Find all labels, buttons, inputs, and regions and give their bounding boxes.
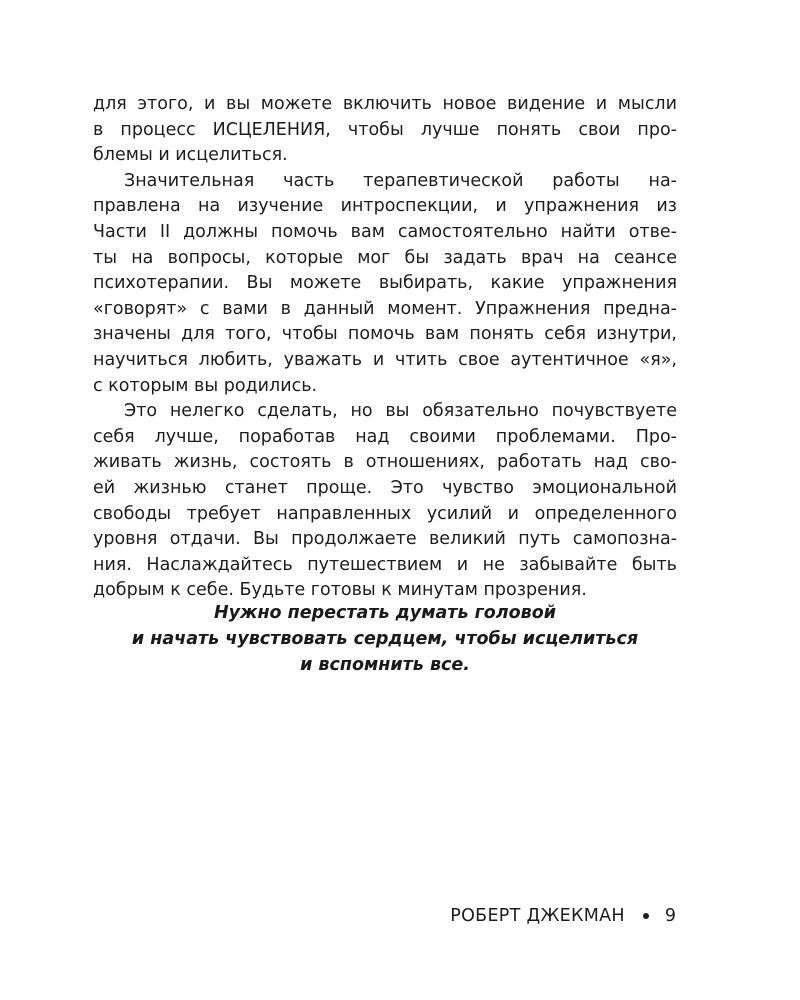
- text-line: с которым вы родились.: [93, 375, 318, 396]
- text-line: в процесс ИСЦЕЛЕНИЯ, чтобы лучше понять свои про-: [93, 119, 677, 140]
- text-line: добрым к себе. Будьте готовы к минутам прозрения.: [93, 580, 587, 601]
- page-footer: [450, 906, 676, 926]
- text-line: значены для того, чтобы помочь вам понять себя изнутри,: [93, 324, 677, 345]
- epigraph-line: и начать чувствовать сердцем, чтобы исцелиться: [131, 629, 639, 649]
- running-footer-author: РОБЕРТ ДЖЕКМАН: [450, 906, 625, 926]
- text-line: научиться любить, уважать и чтить свое аутентичное «я»,: [93, 349, 677, 370]
- text-line: Части II должны помочь вам самостоятельно найти отве-: [93, 221, 677, 242]
- paragraph-1: [93, 92, 677, 169]
- text-line: правлена на изучение интроспекции, и упражнения из: [93, 196, 677, 217]
- text-line: психотерапии. Вы можете выбирать, какие упражнения: [93, 273, 677, 294]
- text-line: себя лучше, поработав над своими проблемами. Про-: [93, 426, 677, 447]
- epigraph-line: и вспомнить все.: [300, 655, 470, 675]
- text-line: Это нелегко сделать, но вы обязательно почувствуете: [124, 401, 677, 422]
- text-line: для этого, и вы можете включить новое видение и мысли: [93, 94, 677, 114]
- text-line: ей жизнью станет проще. Это чувство эмоциональной: [93, 477, 677, 498]
- text-line: «говорят» с вами в данный момент. Упражнения предна-: [93, 298, 677, 319]
- text-line: живать жизнь, состоять в отношениях, работать над сво-: [93, 452, 677, 473]
- text-line: блемы и исцелиться.: [93, 145, 288, 166]
- text-line: уровня отдачи. Вы продолжаете великий путь самопозна-: [93, 529, 677, 550]
- text-line: Значительная часть терапевтической работы на-: [124, 170, 677, 191]
- text-line: ты на вопросы, которые мог бы задать врач на сеансе: [93, 247, 677, 268]
- page-number: 9: [664, 906, 676, 926]
- epigraph-quote: [93, 600, 677, 678]
- epigraph-line: Нужно перестать думать головой: [214, 603, 556, 623]
- bullet-separator-icon: [643, 913, 649, 919]
- text-line: свободы требует направленных усилий и определенного: [93, 503, 677, 524]
- paragraph-3: [93, 399, 677, 604]
- text-line: ния. Наслаждайтесь путешествием и не забывайте быть: [93, 554, 677, 575]
- page-body: [93, 92, 677, 604]
- paragraph-2: [93, 169, 677, 399]
